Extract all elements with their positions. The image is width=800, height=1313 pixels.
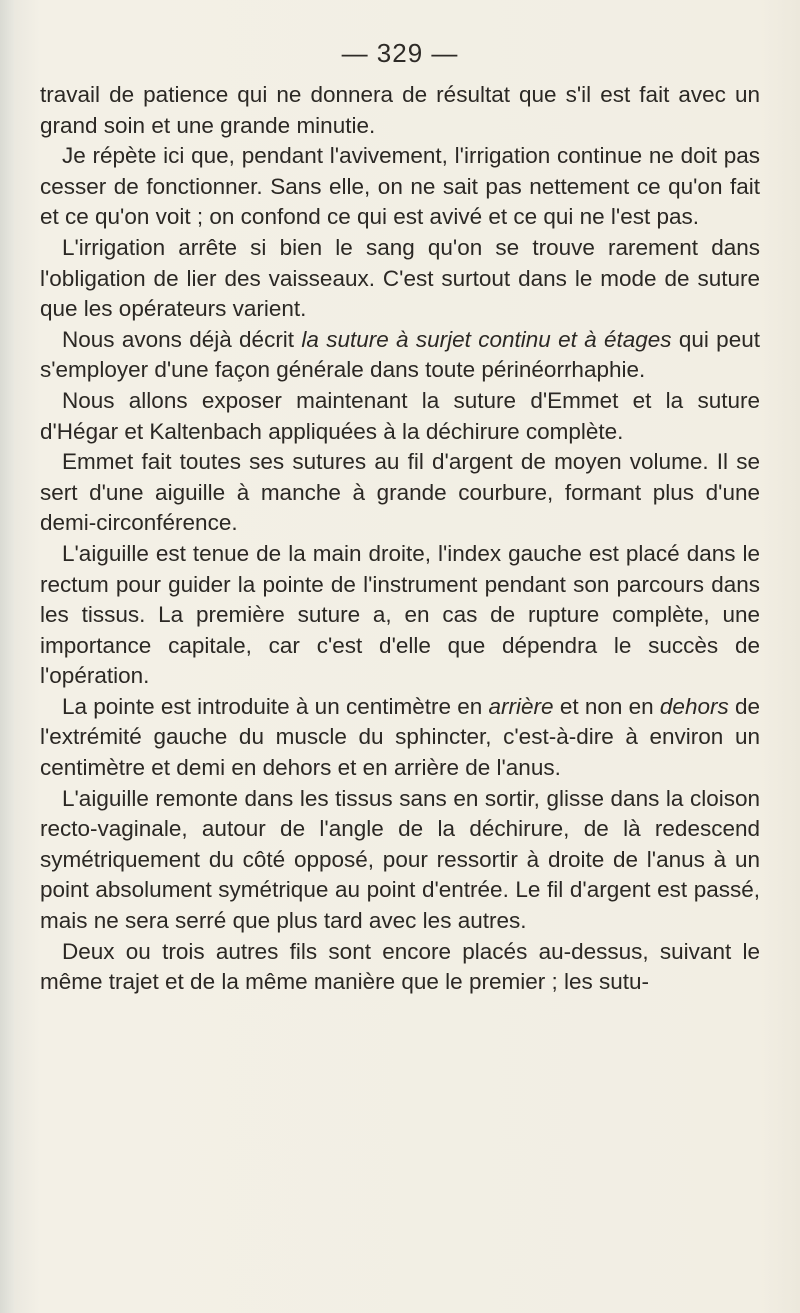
body-text	[40, 80, 760, 998]
paragraph-8-emphasis-dehors: dehors	[659, 693, 729, 719]
paragraph-2: Je répète ici que, pendant l'avivement, l'irrigation continue ne doit pas cesser de fonctionner. Sans elle, on ne sait pas nettement ce qu'on fait et ce qu'on voit ; on confond ce qui est avivé et ce qui ne l'est pas.	[40, 143, 760, 230]
page-number: — 329 —	[341, 38, 459, 68]
paragraph-4-lead: Nous avons déjà décrit	[62, 326, 302, 352]
paragraph-6: Emmet fait toutes ses sutures au fil d'argent de moyen volume. Il se sert d'une aiguille à manche à grande courbure, formant plus d'une demi-circonférence.	[40, 449, 760, 536]
paragraph-10: Deux ou trois autres fils sont encore placés au-dessus, suivant le même trajet et de la même manière que le premier ; les sutu-	[40, 938, 760, 995]
paragraph-8-emphasis-arriere: arrière	[488, 693, 554, 719]
paragraph-8-lead: La pointe est introduite à un centimètre en	[62, 693, 489, 719]
paragraph-9: L'aiguille remonte dans les tissus sans en sortir, glisse dans la cloison recto-vaginale, autour de l'angle de la déchirure, de là redescend symétriquement du côté opposé, pour ressortir à droite de l'anus à un point absolument symétrique au point d'entrée. Le fil d'argent est passé, mais ne sera serré que plus tard avec les autres.	[40, 785, 760, 934]
paragraph-7: L'aiguille est tenue de la main droite, l'index gauche est placé dans le rectum pour guider la pointe de l'instrument pendant son parcours dans les tissus. La première suture a, en cas de rupture complète, une importance capitale, car c'est d'elle que dépendra le succès de l'opération.	[40, 540, 760, 689]
paragraph-5: Nous allons exposer maintenant la suture d'Emmet et la suture d'Hégar et Kaltenbach appliquées à la déchirure complète.	[40, 387, 760, 444]
paragraph-8	[40, 692, 760, 784]
paragraph-8-tail: de l'extrémité gauche du muscle du sphincter, c'est-à-dire à environ un centimètre et demi en dehors et en arrière de l'anus.	[40, 693, 760, 781]
paragraph-4-emphasis: la suture à surjet continu et à étages	[301, 326, 672, 352]
page-spine-shadow	[0, 0, 14, 1313]
paragraph-8-middle: et non en	[553, 693, 660, 719]
paragraph-3: L'irrigation arrête si bien le sang qu'on se trouve rarement dans l'obligation de lier des vaisseaux. C'est surtout dans le mode de suture que les opérateurs varient.	[40, 234, 760, 322]
paragraph-4	[40, 325, 760, 386]
paragraph-4-tail: qui peut s'employer d'une façon générale dans toute périnéorrhaphie.	[40, 326, 760, 383]
paragraph-1: travail de patience qui ne donnera de résultat que s'il est fait avec un grand soin et une grande minutie.	[40, 82, 760, 138]
